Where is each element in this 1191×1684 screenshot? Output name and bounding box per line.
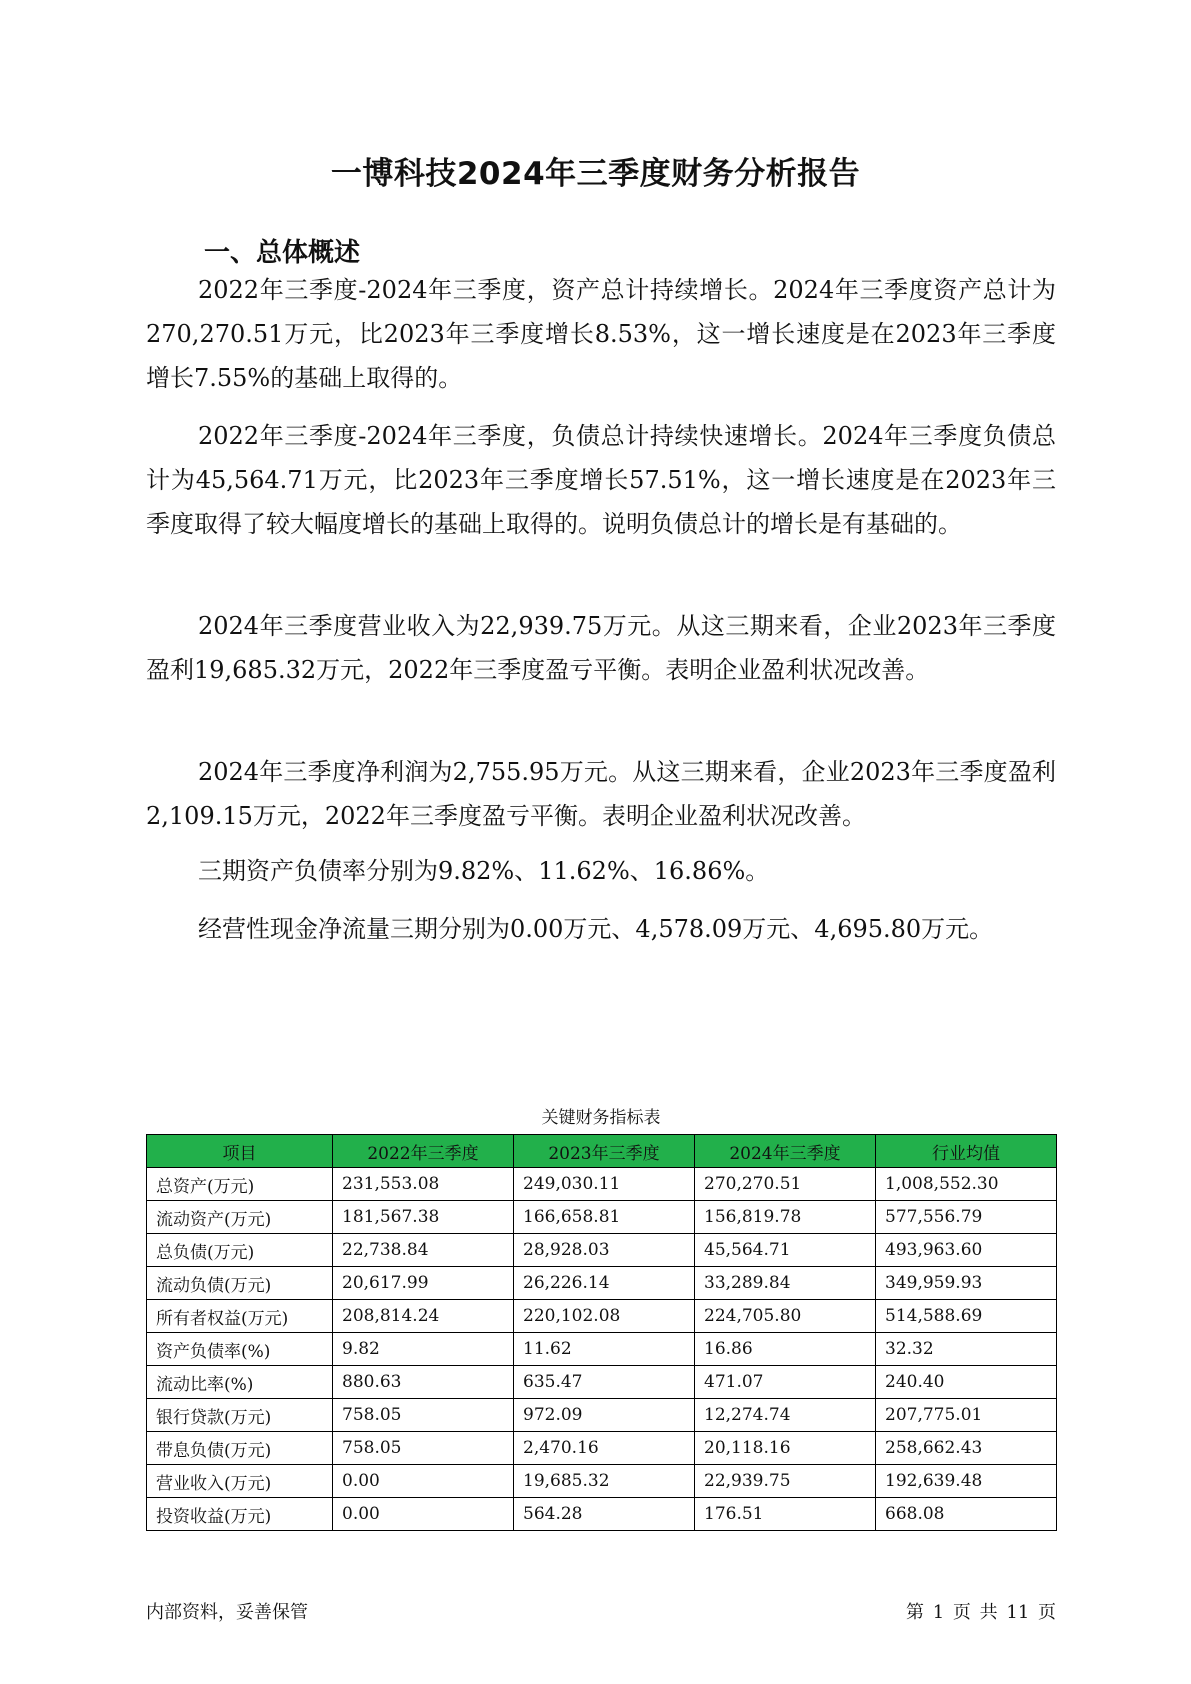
table-cell: 11.62 bbox=[514, 1333, 695, 1366]
table-header-row bbox=[147, 1135, 1057, 1168]
table-cell: 22,939.75 bbox=[695, 1465, 876, 1498]
table-cell: 758.05 bbox=[333, 1399, 514, 1432]
table-cell: 16.86 bbox=[695, 1333, 876, 1366]
table-cell: 207,775.01 bbox=[876, 1399, 1057, 1432]
table-cell: 19,685.32 bbox=[514, 1465, 695, 1498]
table-cell: 176.51 bbox=[695, 1498, 876, 1531]
table-cell: 471.07 bbox=[695, 1366, 876, 1399]
paragraph-total-assets: 2022年三季度-2024年三季度，资产总计持续增长。2024年三季度资产总计为270,270.51万元，比2023年三季度增长8.53%，这一增长速度是在2023年三季度增长7.55%的基础上取得的。 bbox=[146, 276, 1056, 392]
table-cell: 156,819.78 bbox=[695, 1201, 876, 1234]
paragraph-revenue: 2024年三季度营业收入为22,939.75万元。从这三期来看，企业2023年三季度盈利19,685.32万元，2022年三季度盈亏平衡。表明企业盈利状况改善。 bbox=[146, 612, 1056, 684]
row-label-cell: 流动比率(%) bbox=[147, 1366, 333, 1399]
table-cell: 208,814.24 bbox=[333, 1300, 514, 1333]
table-cell: 564.28 bbox=[514, 1498, 695, 1531]
table-cell: 9.82 bbox=[333, 1333, 514, 1366]
table-cell: 577,556.79 bbox=[876, 1201, 1057, 1234]
table-row bbox=[147, 1267, 1057, 1300]
table-body bbox=[147, 1168, 1057, 1531]
table-cell: 166,658.81 bbox=[514, 1201, 695, 1234]
table-row bbox=[147, 1498, 1057, 1531]
table-cell: 20,118.16 bbox=[695, 1432, 876, 1465]
row-label-cell: 银行贷款(万元) bbox=[147, 1399, 333, 1432]
table-row bbox=[147, 1432, 1057, 1465]
row-label-cell: 总负债(万元) bbox=[147, 1234, 333, 1267]
table-cell: 1,008,552.30 bbox=[876, 1168, 1057, 1201]
table-caption: 关键财务指标表 bbox=[541, 1108, 661, 1128]
table-cell: 249,030.11 bbox=[514, 1168, 695, 1201]
table-row bbox=[147, 1300, 1057, 1333]
table-cell: 972.09 bbox=[514, 1399, 695, 1432]
table-cell: 28,928.03 bbox=[514, 1234, 695, 1267]
table-row bbox=[147, 1366, 1057, 1399]
paragraph-total-liabilities: 2022年三季度-2024年三季度，负债总计持续快速增长。2024年三季度负债总计为45,564.71万元，比2023年三季度增长57.51%，这一增长速度是在2023年三季度取得了较大幅度增长的基础上取得的。说明负债总计的增长是有基础的。 bbox=[146, 422, 1056, 538]
table-row bbox=[147, 1168, 1057, 1201]
table-row bbox=[147, 1465, 1057, 1498]
table-row bbox=[147, 1333, 1057, 1366]
row-label-cell: 投资收益(万元) bbox=[147, 1498, 333, 1531]
row-label-cell: 流动资产(万元) bbox=[147, 1201, 333, 1234]
table-cell: 635.47 bbox=[514, 1366, 695, 1399]
table-cell: 20,617.99 bbox=[333, 1267, 514, 1300]
row-label-cell: 总资产(万元) bbox=[147, 1168, 333, 1201]
row-label-cell: 带息负债(万元) bbox=[147, 1432, 333, 1465]
table-cell: 181,567.38 bbox=[333, 1201, 514, 1234]
table-cell: 0.00 bbox=[333, 1465, 514, 1498]
table-cell: 2,470.16 bbox=[514, 1432, 695, 1465]
table-row bbox=[147, 1234, 1057, 1267]
table-cell: 224,705.80 bbox=[695, 1300, 876, 1333]
table-header-cell: 2023年三季度 bbox=[514, 1135, 695, 1168]
row-label-cell: 资产负债率(%) bbox=[147, 1333, 333, 1366]
table-cell: 758.05 bbox=[333, 1432, 514, 1465]
key-financial-indicators-table bbox=[146, 1134, 1057, 1531]
table-cell: 22,738.84 bbox=[333, 1234, 514, 1267]
table-cell: 45,564.71 bbox=[695, 1234, 876, 1267]
section-heading-overview: 一、总体概述 bbox=[204, 238, 361, 268]
table-cell: 270,270.51 bbox=[695, 1168, 876, 1201]
table-cell: 0.00 bbox=[333, 1498, 514, 1531]
table-header-cell: 2022年三季度 bbox=[333, 1135, 514, 1168]
table-cell: 26,226.14 bbox=[514, 1267, 695, 1300]
table-header-cell: 2024年三季度 bbox=[695, 1135, 876, 1168]
table-cell: 220,102.08 bbox=[514, 1300, 695, 1333]
table-cell: 668.08 bbox=[876, 1498, 1057, 1531]
table-row bbox=[147, 1201, 1057, 1234]
table-cell: 349,959.93 bbox=[876, 1267, 1057, 1300]
table-row bbox=[147, 1399, 1057, 1432]
paragraph-net-profit: 2024年三季度净利润为2,755.95万元。从这三期来看，企业2023年三季度盈利2,109.15万元，2022年三季度盈亏平衡。表明企业盈利状况改善。 bbox=[146, 758, 1056, 830]
footer-page-number: 第 1 页 共 11 页 bbox=[906, 1602, 1056, 1623]
row-label-cell: 流动负债(万元) bbox=[147, 1267, 333, 1300]
row-label-cell: 营业收入(万元) bbox=[147, 1465, 333, 1498]
table-cell: 240.40 bbox=[876, 1366, 1057, 1399]
report-title: 一博科技2024年三季度财务分析报告 bbox=[330, 156, 861, 192]
table-cell: 12,274.74 bbox=[695, 1399, 876, 1432]
table-header-cell: 行业均值 bbox=[876, 1135, 1057, 1168]
table-cell: 33,289.84 bbox=[695, 1267, 876, 1300]
table-cell: 514,588.69 bbox=[876, 1300, 1057, 1333]
table-cell: 880.63 bbox=[333, 1366, 514, 1399]
paragraph-operating-cash-flow: 经营性现金净流量三期分别为0.00万元、4,578.09万元、4,695.80万元。 bbox=[198, 915, 994, 943]
table-header-cell: 项目 bbox=[147, 1135, 333, 1168]
row-label-cell: 所有者权益(万元) bbox=[147, 1300, 333, 1333]
footer-confidential-note: 内部资料，妥善保管 bbox=[146, 1602, 308, 1623]
table-cell: 231,553.08 bbox=[333, 1168, 514, 1201]
table-cell: 32.32 bbox=[876, 1333, 1057, 1366]
table-cell: 493,963.60 bbox=[876, 1234, 1057, 1267]
table-cell: 192,639.48 bbox=[876, 1465, 1057, 1498]
table-cell: 258,662.43 bbox=[876, 1432, 1057, 1465]
paragraph-debt-ratio: 三期资产负债率分别为9.82%、11.62%、16.86%。 bbox=[198, 857, 770, 885]
